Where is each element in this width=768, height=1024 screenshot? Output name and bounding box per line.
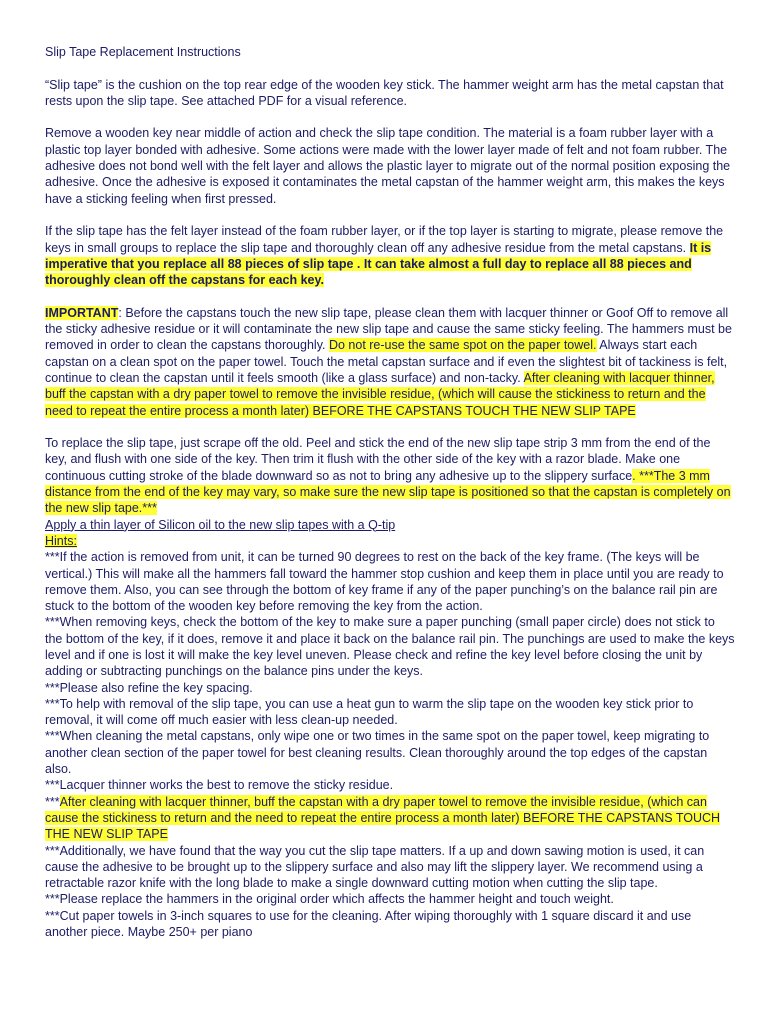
paragraph-gap bbox=[45, 288, 735, 304]
hint-paper-towels: ***Cut paper towels in 3-inch squares to use for the cleaning. After wiping thoroughly with 1 square discard it and use another piece. Maybe 250+ per piano bbox=[45, 908, 692, 940]
hint-heat-gun: ***To help with removal of the slip tape, you can use a heat gun to warm the slip tape on the wooden key stick prior to removal, it will come off much easier with less clean-up needed. bbox=[45, 696, 694, 728]
hint-buff-capstan bbox=[45, 794, 735, 843]
paragraph-gap bbox=[45, 109, 735, 125]
paragraph-slip-tape-definition: “Slip tape” is the cushion on the top rear edge of the wooden key stick. The hammer weight arm has the metal capstan that rests upon the slip tape. See attached PDF for a visual reference. bbox=[45, 77, 724, 108]
paragraph-gap bbox=[45, 419, 735, 435]
silicon-oil-line bbox=[45, 517, 735, 533]
hint-paper-punching: ***When removing keys, check the bottom of the key to make sure a paper punching (small paper circle) does not stick to the bottom of the key, if it does, remove it and place it back on the balance rail pin. The punchings are used to make the keys level and if one is lost it will make the key level uneven. Please check and refine the key level before closing the unit by adding or subtracting punchings on the balance pins under the keys. bbox=[45, 615, 735, 679]
buff-capstan-highlight: After cleaning with lacquer thinner, buff the capstan with a dry paper towel to remove the invisible residue, (which will cause the stickiness to return and the need to repeat the entire process a month later) BEFORE THE CAPSTANS TOUCH THE NEW SLIP TAPE bbox=[45, 370, 715, 418]
hint-buff-highlight: After cleaning with lacquer thinner, buff the capstan with a dry paper towel to remove the invisible residue, (which can cause the stickiness to return and the need to repeat the entire process a month later) BEFORE THE CAPSTANS TOUCH THE NEW SLIP TAPE bbox=[45, 794, 721, 842]
distance-note-highlight: . ***The 3 mm distance from the end of the key may vary, so make sure the new slip tape is positioned so that the capstan is completely on the new slip tape.*** bbox=[45, 468, 731, 516]
document-title: Slip Tape Replacement Instructions bbox=[45, 45, 241, 59]
hint-hammer-order: ***Please replace the hammers in the original order which affects the hammer height and touch weight. bbox=[45, 892, 614, 907]
hint-rotate-action: ***If the action is removed from unit, it can be turned 90 degrees to rest on the back of the key frame. (The keys will be vertical.) This will make all the hammers fall toward the hammer stop cushion and keep them in place until you are ready to remove them. Also, you can see through the bottom of key frame if any of the paper punching’s on the balance rail pin are stuck to the bottom of the wooden key before removing the key from the action. bbox=[45, 550, 724, 614]
replace-groups-text: If the slip tape has the felt layer instead of the foam rubber layer, or if the top layer is starting to migrate, please remove the keys in small groups to replace the slip tape and thoroughly clean off any adhesive residue from the metal capstans. bbox=[45, 224, 724, 255]
hint-lacquer-thinner: ***Lacquer thinner works the best to remove the sticky residue. bbox=[45, 778, 394, 793]
replace-procedure-text: To replace the slip tape, just scrape off the old. Peel and stick the end of the new slip tape strip 3 mm from the end of the key, and flush with one side of the key. Then trim it flush with the other side of the key with a razor blade. Make one continuous cutting stroke of the blade downward so as not to bring any adhesive up to the slippery surface bbox=[45, 436, 711, 483]
hints-heading bbox=[45, 533, 735, 549]
paragraph-important bbox=[45, 305, 735, 419]
hint-cutting-motion: ***Additionally, we have found that the way you cut the slip tape matters. If a up and down sawing motion is used, it can cause the adhesive to be brought up to the slippery surface and also may lift the slippery layer. We recommend using a retractable razor knife with the long blade to make a single downward cutting motion when cutting the slip tape. bbox=[45, 843, 705, 891]
clean-spot-text: Always start each capstan on a clean spot on the paper towel. Touch the metal capstan surface and if even the slightest bit of tackiness is felt, continue to clean the capstan until it feels smooth (like a glass surface) and non-tacky. bbox=[45, 338, 728, 385]
hint-buff-prefix: *** bbox=[45, 794, 60, 809]
reuse-warning-highlight: Do not re-use the same spot on the paper towel. bbox=[328, 338, 597, 353]
paragraph-replace-groups bbox=[45, 223, 735, 288]
hint-key-spacing: ***Please also refine the key spacing. bbox=[45, 680, 253, 695]
hint-wipe-capstans: ***When cleaning the metal capstans, only wipe one or two times in the same spot on the paper towel, keep migrating to another clean section of the paper towel for best cleaning results. Clean thoroughly around the top edges of the capstan also. bbox=[45, 729, 710, 777]
paragraph-replace-procedure bbox=[45, 435, 735, 516]
important-label: IMPORTANT bbox=[45, 305, 119, 320]
hints-label: Hints: bbox=[45, 533, 77, 548]
important-text: : Before the capstans touch the new slip tape, please clean them with lacquer thinner or Goof Off to remove all the sticky adhesive residue or it will contaminate the new slip tape and cause the same sticky feeling. The hammers must be removed in order to clean the capstans thoroughly. bbox=[45, 305, 732, 353]
imperative-highlight: It is imperative that you replace all 88 pieces of slip tape . It can take almost a full day to replace all 88 pieces and thoroughly clean off the capstans for each key. bbox=[45, 240, 712, 288]
paragraph-check-condition: Remove a wooden key near middle of action and check the slip tape condition. The material is a foam rubber layer with a plastic top layer bonded with adhesive. Some actions were made with the lower layer made of felt and not foam rubber. The adhesive does not bond well with the felt layer and allows the plastic layer to migrate out of the normal position exposing the adhesive. Once the adhesive is exposed it contaminates the metal capstan of the hammer weight arm, this makes the keys have a sticking feeling when first pressed. bbox=[45, 126, 731, 206]
silicon-oil-text: Apply a thin layer of Silicon oil to the new slip tapes with a Q-tip bbox=[45, 517, 396, 532]
document-page bbox=[45, 44, 735, 940]
paragraph-gap bbox=[45, 207, 735, 223]
